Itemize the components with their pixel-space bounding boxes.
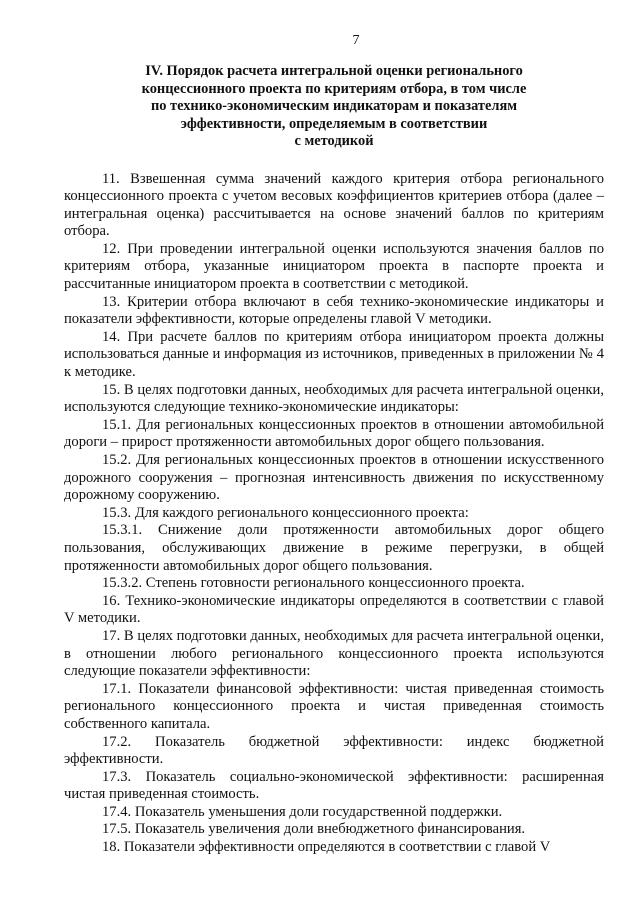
section-heading xyxy=(64,63,604,151)
paragraph-15-3: 15.3. Для каждого регионального концессионного проекта: xyxy=(102,504,469,521)
paragraph-16: 16. Технико-экономические индикаторы определяются в соответствии с главой V методики. xyxy=(64,592,604,627)
paragraph-14: 14. При расчете баллов по критериям отбора инициатором проекта должны использоваться данные и информация из источников, приведенных в приложении № 4 к методике. xyxy=(64,328,604,381)
page-number: 7 xyxy=(352,33,360,48)
paragraph-18: 18. Показатели эффективности определяются в соответствии с главой V xyxy=(102,839,551,856)
paragraph-17: 17. В целях подготовки данных, необходимых для расчета интегральной оценки, в отношении любого регионального концессионного проекта используются следующие показатели эффективности: xyxy=(64,627,604,680)
heading-line: эффективности, определяемым в соответствии xyxy=(180,115,488,132)
paragraph-15: 15. В целях подготовки данных, необходимых для расчета интегральной оценки, используются следующие технико-экономические индикаторы: xyxy=(64,381,604,416)
heading-line: IV. Порядок расчета интегральной оценки регионального xyxy=(145,63,523,79)
body-text xyxy=(64,171,604,857)
paragraph-17-4: 17.4. Показатель уменьшения доли государственной поддержки. xyxy=(102,803,503,820)
paragraph-15-2: 15.2. Для региональных концессионных проектов в отношении искусственного дорожного сооружения – прогнозная интенсивность движения по искусственному дорожному сооружению. xyxy=(64,452,604,504)
heading-line: с методикой xyxy=(294,133,374,149)
heading-line: концессионного проекта по критериям отбора, в том числе xyxy=(141,80,527,97)
paragraph-17-1: 17.1. Показатели финансовой эффективности: чистая приведенная стоимость регионального концессионного проекта и чистая приведенная стоимость собственного капитала. xyxy=(64,680,604,732)
heading-line: по технико-экономическим индикаторам и показателям xyxy=(150,98,518,114)
paragraph-11: 11. Взвешенная сумма значений каждого критерия отбора регионального концессионного проекта с учетом весовых коэффициентов критериев отбора (далее – интегральная оценка) рассчитывается на основе значений баллов по критериям отбора. xyxy=(64,170,604,240)
paragraph-17-3: 17.3. Показатель социально-экономической эффективности: расширенная чистая приведенная стоимость. xyxy=(64,768,604,803)
paragraph-15-3-2: 15.3.2. Степень готовности регионального концессионного проекта. xyxy=(102,575,525,592)
paragraph-15-3-1: 15.3.1. Снижение доли протяженности автомобильных дорог общего пользования, обслуживающих движение в режиме перегрузки, в общей протяженности автомобильных дорог общего пользования. xyxy=(64,522,604,574)
paragraph-17-5: 17.5. Показатель увеличения доли внебюджетного финансирования. xyxy=(102,821,526,838)
paragraph-15-1: 15.1. Для региональных концессионных проектов в отношении автомобильной дороги – прирост протяженности автомобильных дорог общего пользования. xyxy=(64,416,604,451)
paragraph-12: 12. При проведении интегральной оценки используются значения баллов по критериям отбора, указанные инициатором проекта в паспорте проекта и рассчитанные инициатором проекта в соответствии с методикой. xyxy=(64,240,604,293)
paragraph-17-2: 17.2. Показатель бюджетной эффективности: индекс бюджетной эффективности. xyxy=(64,733,604,768)
paragraph-13: 13. Критерии отбора включают в себя технико-экономические индикаторы и показатели эффективности, которые определены главой V методики. xyxy=(64,293,604,328)
